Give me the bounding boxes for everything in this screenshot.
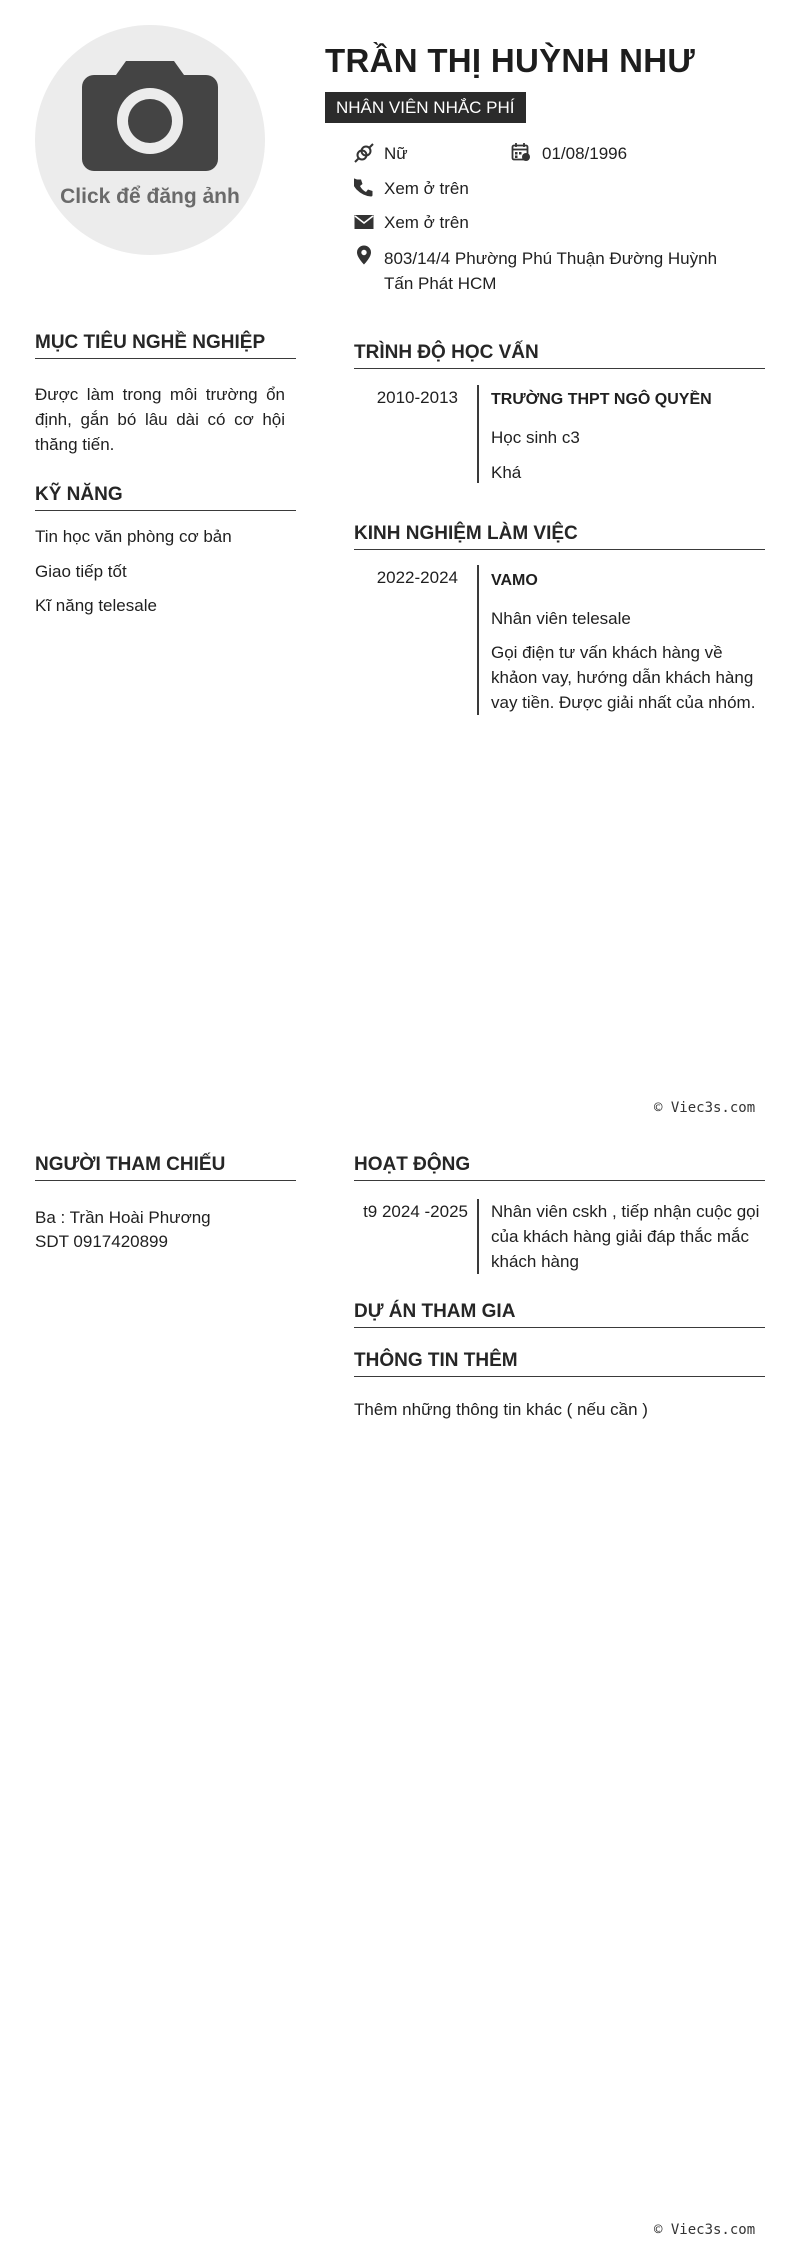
birthday-value: 01/08/1996	[542, 144, 628, 163]
education-grade: Khá	[491, 463, 522, 482]
address-value: 803/14/4 Phường Phú Thuận Đường Huỳnh Tấn Phát HCM	[384, 249, 718, 293]
avatar-upload[interactable]	[35, 25, 265, 255]
projects-title: DỰ ÁN THAM GIA	[354, 1301, 765, 1328]
activities-title: HOẠT ĐỘNG	[354, 1154, 765, 1181]
objective-title: MỤC TIÊU NGHỀ NGHIỆP	[35, 332, 296, 359]
candidate-name: TRẦN THỊ HUỲNH NHƯ	[325, 42, 696, 79]
skill-item: Kĩ năng telesale	[35, 596, 157, 615]
camera-icon	[80, 57, 220, 177]
experience-position: Nhân viên telesale	[491, 609, 631, 628]
location-pin-icon	[354, 245, 374, 265]
skill-item: Tin học văn phòng cơ bản	[35, 527, 232, 546]
additional-title: THÔNG TIN THÊM	[354, 1350, 765, 1377]
experience-description: Gọi điện tư vấn khách hàng về khảon vay, hướng dẫn khách hàng vay tiền. Được giải nhất của nhóm.	[491, 643, 756, 712]
calendar-icon	[511, 142, 531, 162]
education-date: 2010-2013	[376, 388, 458, 407]
activity-description: Nhân viên cskh , tiếp nhận cuộc gọi của khách hàng giải đáp thắc mắc khách hàng	[491, 1202, 760, 1271]
gender-icon	[354, 143, 374, 163]
email-value: Xem ở trên	[384, 213, 469, 232]
phone-icon	[354, 178, 374, 198]
experience-title: KINH NGHIỆM LÀM VIỆC	[354, 523, 765, 550]
reference-line: SDT 0917420899	[35, 1232, 168, 1251]
education-major: Học sinh c3	[491, 428, 580, 447]
education-title: TRÌNH ĐỘ HỌC VẤN	[354, 342, 765, 369]
email-icon	[354, 212, 374, 232]
avatar-upload-label: Click để đăng ảnh	[60, 185, 240, 208]
education-school: TRƯỜNG THPT NGÔ QUYỀN	[491, 391, 712, 408]
reference-line: Ba : Trần Hoài Phương	[35, 1208, 211, 1227]
job-title-badge: NHÂN VIÊN NHẮC PHÍ	[325, 92, 526, 123]
timeline-divider	[477, 385, 479, 483]
phone-value: Xem ở trên	[384, 179, 469, 198]
activity-date: t9 2024 -2025	[363, 1202, 468, 1221]
gender-value: Nữ	[384, 144, 408, 163]
watermark: © Viec3s.com	[654, 2222, 756, 2238]
timeline-divider	[477, 1199, 479, 1274]
skills-title: KỸ NĂNG	[35, 484, 296, 511]
skill-item: Giao tiếp tốt	[35, 562, 127, 581]
references-title: NGƯỜI THAM CHIẾU	[35, 1154, 296, 1181]
watermark: © Viec3s.com	[654, 1100, 756, 1116]
objective-text: Được làm trong môi trường ổn định, gắn bó lâu dài có cơ hội thăng tiến.	[35, 385, 285, 454]
additional-text: Thêm những thông tin khác ( nếu cần )	[354, 1400, 648, 1419]
experience-company: VAMO	[491, 572, 538, 589]
timeline-divider	[477, 565, 479, 715]
experience-date: 2022-2024	[376, 568, 458, 587]
